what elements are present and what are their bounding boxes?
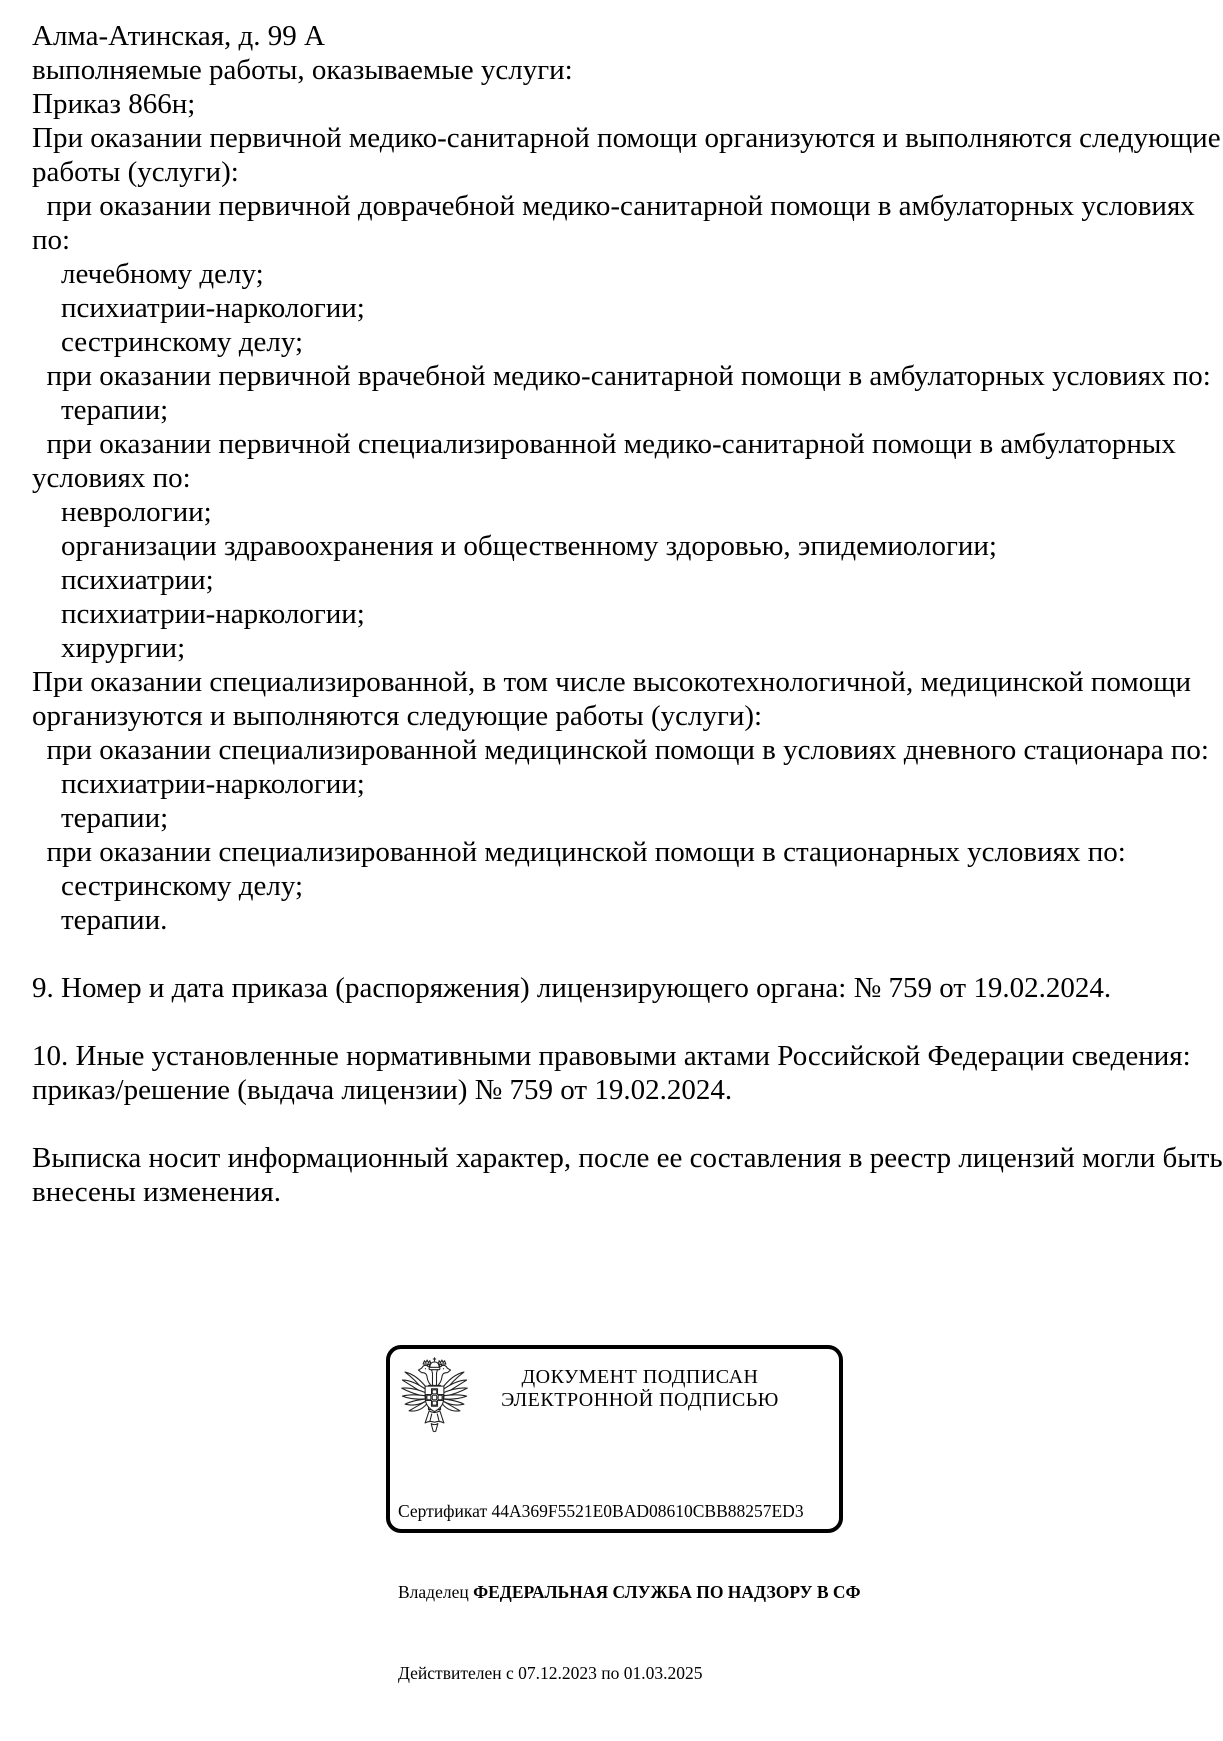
stamp-title-line2: ЭЛЕКТРОННОЙ ПОДПИСЬЮ xyxy=(501,1389,779,1411)
text-line: приказ/решение (выдача лицензии) № 759 от 19.02.2024. xyxy=(32,1074,733,1106)
text-line: Алма-Атинская, д. 99 А xyxy=(32,20,325,52)
text-line: При оказании специализированной, в том числе высокотехнологичной, медицинской помощи xyxy=(32,666,1192,698)
owner-label: Владелец xyxy=(398,1582,474,1602)
text-line: психиатрии-наркологии; xyxy=(32,598,365,630)
text-line: терапии. xyxy=(32,904,168,936)
text-line: сестринскому делу; xyxy=(32,326,304,358)
text-line: психиатрии-наркологии; xyxy=(32,292,365,324)
signature-stamp xyxy=(386,1345,861,1683)
text-line: хирургии; xyxy=(32,632,186,664)
text-line: неврологии; xyxy=(32,496,212,528)
text-line: Приказ 866н; xyxy=(32,88,196,120)
stamp-title xyxy=(470,1366,810,1412)
text-line: организации здравоохранения и общественному здоровью, эпидемиологии; xyxy=(32,530,997,562)
text-line: внесены изменения. xyxy=(32,1176,281,1208)
stamp-validity-line: Действителен с 07.12.2023 по 01.03.2025 xyxy=(398,1663,703,1683)
text-line: работы (услуги): xyxy=(32,156,239,188)
text-line: по: xyxy=(32,224,71,256)
stamp-details xyxy=(398,1444,861,1741)
text-line: при оказании первичной врачебной медико-санитарной помощи в амбулаторных условиях по: xyxy=(32,360,1211,392)
stamp-title-line1: ДОКУМЕНТ ПОДПИСАН xyxy=(521,1366,759,1388)
text-line xyxy=(32,1107,1200,1141)
text-line: при оказании первичной специализированной медико-санитарной помощи в амбулаторных xyxy=(32,428,1176,460)
text-line: терапии; xyxy=(32,394,169,426)
text-line: психиатрии; xyxy=(32,564,214,596)
text-line: 10. Иные установленные нормативными правовыми актами Российской Федерации сведения: xyxy=(32,1040,1191,1072)
text-line: сестринскому делу; xyxy=(32,870,304,902)
text-line: психиатрии-наркологии; xyxy=(32,768,365,800)
text-line: условиях по: xyxy=(32,462,191,494)
certificate-label: Сертификат xyxy=(398,1501,492,1521)
text-line: лечебному делу; xyxy=(32,258,264,290)
text-line xyxy=(32,1005,1200,1039)
text-line: При оказании первичной медико-санитарной помощи организуются и выполняются следующие xyxy=(32,122,1221,154)
text-line: при оказании специализированной медицинской помощи в стационарных условиях по: xyxy=(32,836,1126,868)
text-line: организуются и выполняются следующие работы (услуги): xyxy=(32,700,763,732)
text-line xyxy=(32,937,1200,971)
stamp-certificate-line xyxy=(398,1498,839,1525)
stamp-owner-line xyxy=(398,1579,861,1606)
text-line: при оказании специализированной медицинской помощи в условиях дневного стационара по: xyxy=(32,734,1209,766)
owner-value: ФЕДЕРАЛЬНАЯ СЛУЖБА ПО НАДЗОРУ В СФ xyxy=(473,1582,861,1602)
text-line: терапии; xyxy=(32,802,169,834)
text-line: Выписка носит информационный характер, после ее составления в реестр лицензий могли быть xyxy=(32,1142,1223,1174)
document-body xyxy=(32,19,1223,1209)
text-line: выполняемые работы, оказываемые услуги: xyxy=(32,54,573,86)
double-headed-eagle-icon xyxy=(401,1356,468,1439)
text-line: 9. Номер и дата приказа (распоряжения) лицензирующего органа: № 759 от 19.02.2024. xyxy=(32,972,1112,1004)
certificate-value: 44A369F5521E0BAD08610CBB88257ED3 xyxy=(491,1501,804,1521)
text-line: при оказании первичной доврачебной медико-санитарной помощи в амбулаторных условиях xyxy=(32,190,1195,222)
